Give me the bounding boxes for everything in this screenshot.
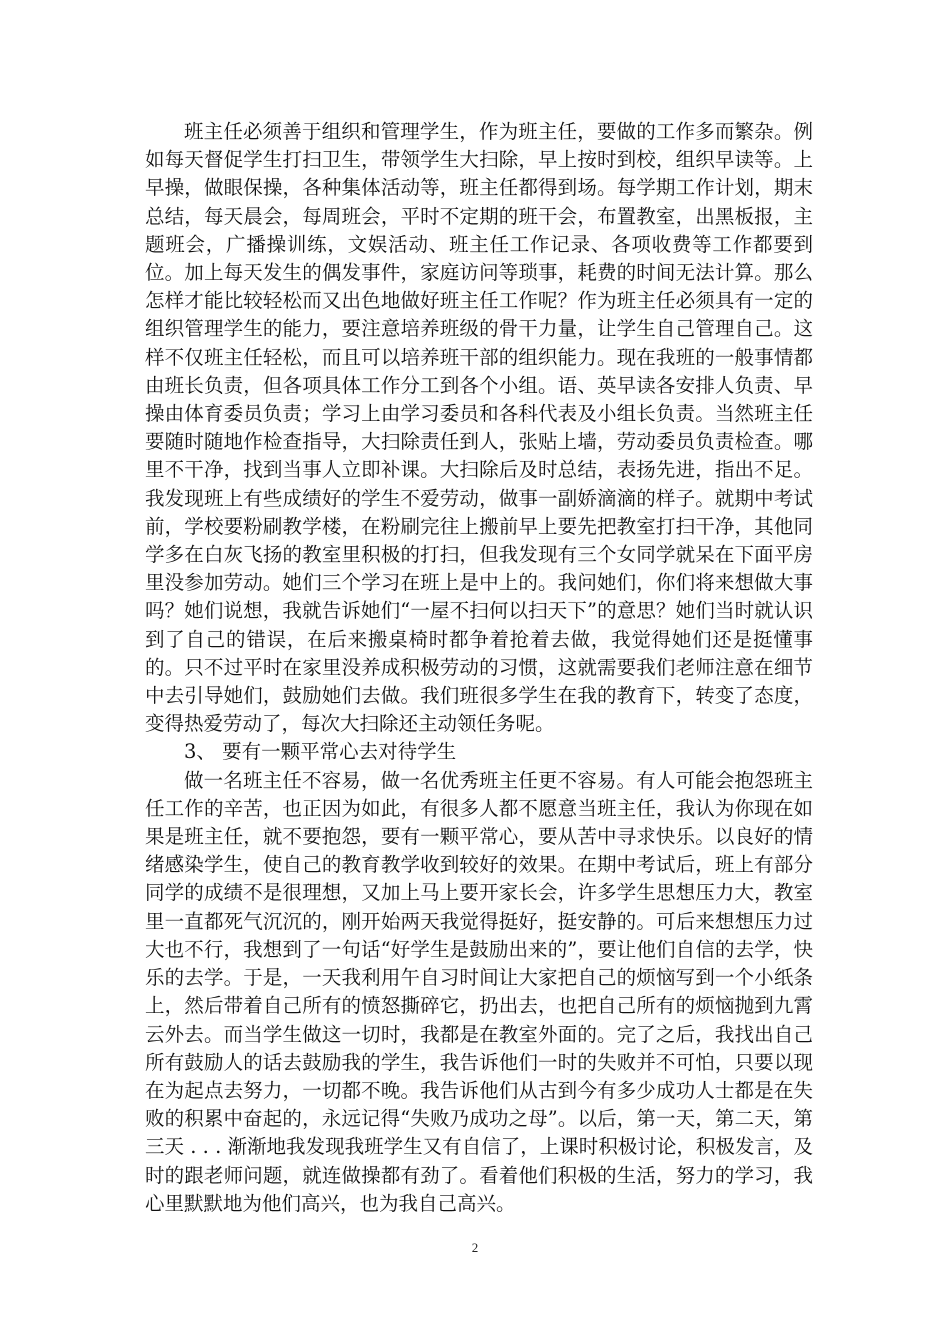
section-heading: 3、 要有一颗平常心去对待学生 [184,740,457,764]
document-body [145,118,813,1218]
page-number: 2 [471,1240,479,1255]
body-paragraph: 班主任必须善于组织和管理学生，作为班主任，要做的工作多而繁杂。例如每天督促学生打扫卫生，带领学生大扫除，早上按时到校，组织早读等。上早操，做眼保操，各种集体活动等，班主任都得到场。每学期工作计划，期末总结，每天晨会，每周班会，平时不定期的班干会，布置教室，出黑板报，主题班会，广播操训练，文娱活动、班主任工作记录、各项收费等工作都要到位。加上每天发生的偶发事件，家庭访问等琐事，耗费的时间无法计算。那么怎样才能比较轻松而又出色地做好班主任工作呢？作为班主任必须具有一定的组织管理学生的能力，要注意培养班级的骨干力量，让学生自己管理自己。这样不仅班主任轻松，而且可以培养班干部的组织能力。现在我班的一般事情都由班长负责，但各项具体工作分工到各个小组。语、英早读各安排人负责、早操由体育委员负责；学习上由学习委员和各科代表及小组长负责。当然班主任要随时随地作检查指导，大扫除责任到人，张贴上墙，劳动委员负责检查。哪里不干净，找到当事人立即补课。大扫除后及时总结，表扬先进，指出不足。我发现班上有些成绩好的学生不爱劳动，做事一副娇滴滴的样子。就期中考试前，学校要粉刷教学楼，在粉刷完往上搬前早上要先把教室打扫干净，其他同学多在白灰飞扬的教室里积极的打扫，但我发现有三个女同学就呆在下面平房里没参加劳动。她们三个学习在班上是中上的。我问她们，你们将来想做大事吗？她们说想，我就告诉她们“一屋不扫何以扫天下”的意思？她们当时就认识到了自己的错误，在后来搬桌椅时都争着抢着去做，我觉得她们还是挺懂事的。只不过平时在家里没养成积极劳动的习惯，这就需要我们老师注意在细节中去引导她们，鼓励她们去做。我们班很多学生在我的教育下，转变了态度，变得热爱劳动了，每次大扫除还主动领任务呢。 [145,120,813,736]
body-paragraph: 做一名班主任不容易，做一名优秀班主任更不容易。有人可能会抱怨班主任工作的辛苦，也正因为如此，有很多人都不愿意当班主任，我认为你现在如果是班主任，就不要抱怨，要有一颗平常心，要从苦中寻求快乐。以良好的情绪感染学生，使自己的教育教学收到较好的效果。在期中考试后，班上有部分同学的成绩不是很理想，又加上马上要开家长会，许多学生思想压力大，教室里一直都死气沉沉的，刚开始两天我觉得挺好，挺安静的。可后来想想压力过大也不行，我想到了一句话“好学生是鼓励出来的”，要让他们自信的去学，快乐的去学。于是，一天我利用午自习时间让大家把自己的烦恼写到一个小纸条上，然后带着自己所有的愤怒撕碎它，扔出去，也把自己所有的烦恼抛到九霄云外去。而当学生做这一切时，我都是在教室外面的。完了之后，我找出自己所有鼓励人的话去鼓励我的学生，我告诉他们一时的失败并不可怕，只要以现在为起点去努力，一切都不晚。我告诉他们从古到今有多少成功人士都是在失败的积累中奋起的，永远记得“失败乃成功之母”。以后，第一天，第二天，第三天 . . . 渐渐地我发现我班学生又有自信了，上课时积极讨论，积极发言，及时的跟老师问题，就连做操都有劲了。看着他们积极的生活，努力的学习，我心里默默地为他们高兴，也为我自己高兴。 [145,768,813,1215]
